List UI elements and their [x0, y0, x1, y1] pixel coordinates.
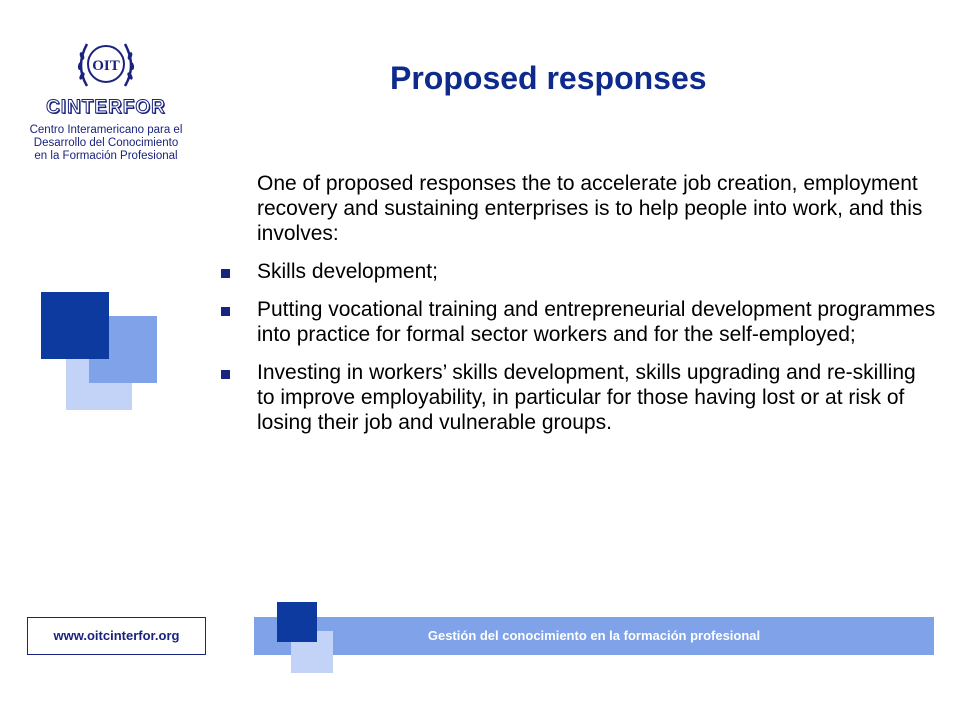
bullet-square-icon — [221, 307, 230, 316]
bullet-item — [218, 259, 938, 284]
bullet-item — [218, 297, 938, 347]
seal-text: OIT — [92, 58, 120, 74]
intro-paragraph: One of proposed responses the to accelerate job creation, employment recovery and sustaining enterprises is to help people into work, and this involves: — [257, 172, 923, 245]
footer-caption: Gestión del conocimiento en la formación profesional — [427, 628, 761, 643]
bullet-square-icon — [221, 370, 230, 379]
cinterfor-logo — [0, 36, 212, 163]
bullet-text: Skills development; — [257, 260, 438, 283]
tagline-line: Centro Interamericano para el — [29, 124, 183, 136]
logo-tagline — [0, 124, 212, 163]
tagline-line: en la Formación Profesional — [34, 150, 178, 162]
oit-seal-icon — [73, 36, 139, 96]
decor-square-dark — [41, 292, 109, 359]
bullet-square-icon — [221, 269, 230, 278]
slide-content — [218, 171, 938, 448]
bullet-text: Putting vocational training and entrepreneurial development programmes into practice for formal sector workers and for the self-employed; — [257, 298, 936, 346]
bullet-text: Investing in workers’ skills development, skills upgrading and re-skilling to improve employability, in particular for those having lost or at risk of losing their job and vulnerable groups. — [257, 361, 916, 434]
bullet-item — [218, 360, 938, 435]
slide-title: Proposed responses — [390, 60, 707, 96]
tagline-line: Desarrollo del Conocimiento — [33, 137, 179, 149]
website-link[interactable]: www.oitcinterfor.org — [27, 617, 206, 655]
brand-name: CINTERFOR — [46, 97, 166, 118]
